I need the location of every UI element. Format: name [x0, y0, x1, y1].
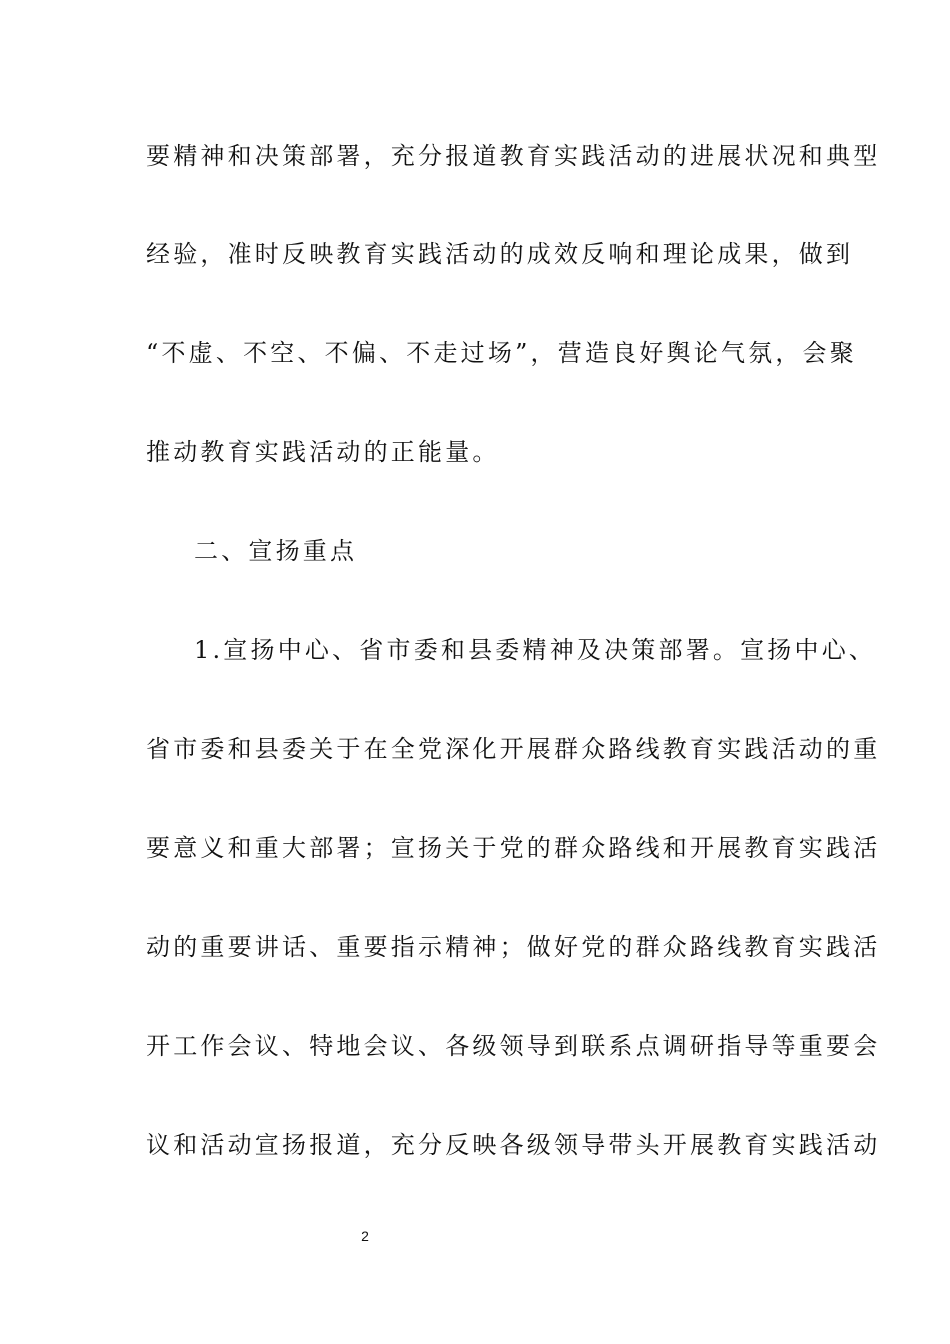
paragraph-line-11: 议和活动宣扬报道，充分反映各级领导带头开展教育实践活动 — [146, 1131, 881, 1159]
paragraph-line-4: 推动教育实践活动的正能量。 — [146, 438, 500, 466]
paragraph-line-10: 开工作会议、特地会议、各级领导到联系点调研指导等重要会 — [146, 1032, 881, 1060]
paragraph-line-7: 省市委和县委关于在全党深化开展群众路线教育实践活动的重 — [146, 735, 881, 763]
paragraph-line-3: “不虚、不空、不偏、不走过场”，营造良好舆论气氛，会聚 — [146, 339, 857, 367]
paragraph-line-9: 动的重要讲话、重要指示精神；做好党的群众路线教育实践活 — [146, 933, 881, 961]
paragraph-line-6: 1.宣扬中心、省市委和县委精神及决策部署。宣扬中心、 — [194, 636, 877, 664]
paragraph-line-2: 经验，准时反映教育实践活动的成效反响和理论成果，做到 — [146, 240, 854, 268]
section-heading: 二、宣扬重点 — [194, 537, 358, 565]
page-number: 2 — [361, 1228, 369, 1244]
paragraph-line-8: 要意义和重大部署；宣扬关于党的群众路线和开展教育实践活 — [146, 834, 881, 862]
paragraph-line-1: 要精神和决策部署，充分报道教育实践活动的进展状况和典型 — [146, 142, 881, 170]
